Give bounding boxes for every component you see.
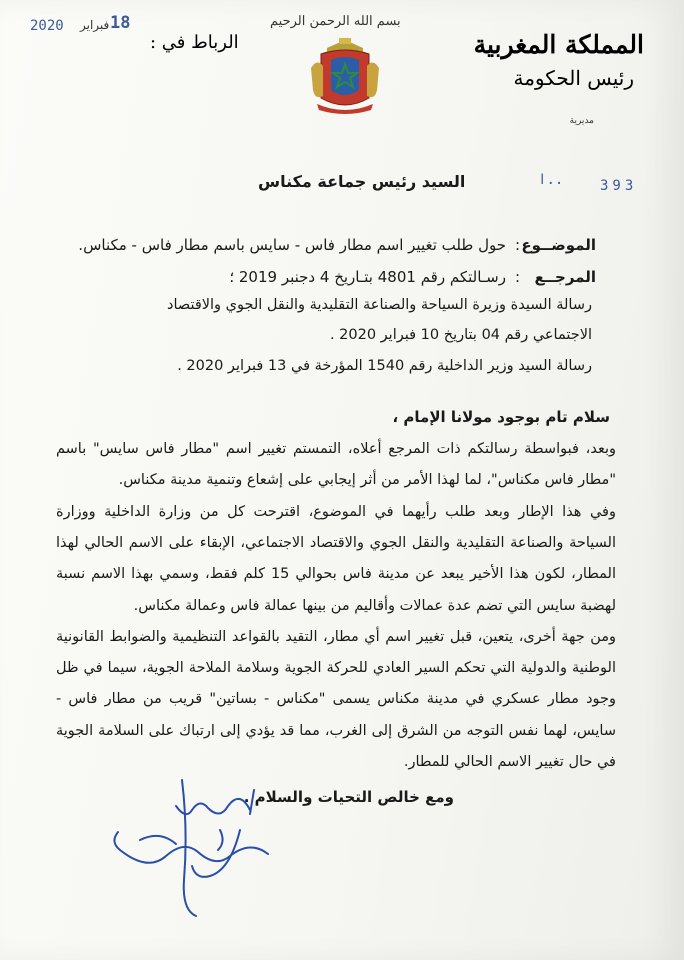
directorate-label: مديرية: [569, 116, 594, 126]
city-label: الرباط في :: [150, 32, 239, 53]
paragraph-1: وبعد، فبواسطة رسالتكم ذات المرجع أعلاه، التمستم تغيير اسم "مطار فاس سايس" باسم "مطار فاس مكناس"، لما لهذا الأمر من أثر إيجابي على إشعاع وتنمية مدينة مكناس.: [56, 441, 616, 489]
reference-prefix: ا..: [538, 172, 564, 188]
reference-colon: :: [514, 268, 520, 286]
kingdom-title: المملكة المغربية: [473, 30, 644, 59]
closing-line: ومع خالص التحيات والسلام .: [243, 788, 454, 806]
reference-label: المرجــع: [534, 268, 596, 286]
greeting: سلام تام بوجود مولانا الإمام ،: [392, 408, 610, 426]
date-year: 2020: [30, 18, 64, 34]
basmala: بسم الله الرحمن الرحيم: [270, 14, 401, 29]
signature-icon: [100, 770, 290, 920]
reference-line-4: رسالة السيد وزير الداخلية رقم 1540 المؤرخة في 13 فبراير 2020 .: [177, 358, 592, 374]
office-title: رئيس الحكومة: [513, 66, 634, 90]
paragraph-2: وفي هذا الإطار وبعد طلب رأيهما في الموضوع، اقترحت كل من وزارة الداخلية ووزارة السياحة والصناعة التقليدية والنقل الجوي والاقتصاد الاجتماعي، الإبقاء على الاسم الحالي لهذا المطار، لكون هذا الأخير يبعد عن مدينة فاس بحوالي 15 كلم فقط، وسمي بهذا الاسم نسبة لهضبة سايس التي تضم عدة عمالات وأقاليم من بينها عمالة فاس وعمالة مكناس.: [56, 504, 616, 614]
subject-text: حول طلب تغيير اسم مطار فاس - سايس باسم مطار فاس - مكناس.: [78, 236, 506, 254]
reference-line-1: رسـالتكم رقم 4801 بتـاريخ 4 دجنبر 2019 ؛: [229, 268, 506, 286]
date-day: 18: [110, 13, 131, 33]
subject-colon: :: [514, 236, 520, 254]
paragraph-3: ومن جهة أخرى، يتعين، قبل تغيير اسم أي مطار، التقيد بالقواعد التنظيمية والضوابط القانونية الوطنية والدولية التي تحكم السير العادي للحركة الجوية وسلامة الملاحة الجوية، سيما في ظل وجود مطار عسكري في مدينة مكناس يسمى "مكناس - بساتين" قريب من مطار فاس - سايس، لهما نفس التوجه من الشرق إلى الغرب، مما قد يؤدي إلى ارتباك على السلامة الجوية في حال تغيير الاسم الحالي للمطار.: [56, 629, 616, 770]
date-month: فبراير: [80, 18, 110, 32]
addressee: السيد رئيس جماعة مكناس: [258, 172, 466, 191]
reference-line-2: رسالة السيدة وزيرة السياحة والصناعة التقليدية والنقل الجوي والاقتصاد: [167, 297, 592, 313]
reference-number: 393: [600, 178, 638, 194]
reference-line-3: الاجتماعي رقم 04 بتاريخ 10 فبراير 2020 .: [329, 327, 592, 343]
coat-of-arms-icon: [309, 38, 381, 116]
subject-label: الموضــوع: [521, 236, 596, 254]
